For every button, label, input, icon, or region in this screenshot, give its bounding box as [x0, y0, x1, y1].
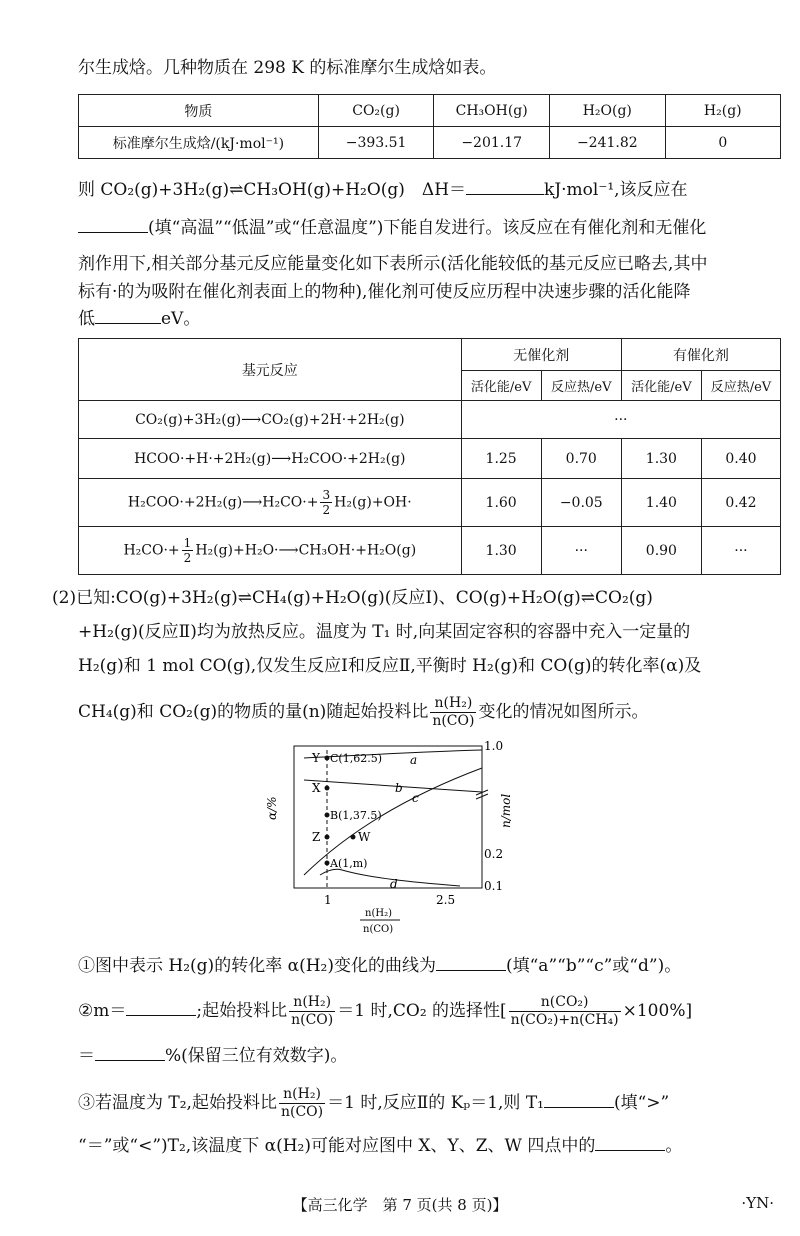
sub3-line1	[78, 1080, 669, 1126]
table1-header-cell: CH₃OH(g)	[434, 95, 550, 127]
footer-code: ·YN·	[741, 1194, 774, 1212]
table2-reaction-cell	[79, 479, 462, 527]
table1-cell: −201.17	[434, 127, 550, 159]
fraction-numerator: n(CO₂)	[509, 994, 621, 1012]
fraction-numerator: n(H₂)	[430, 695, 476, 713]
y-right-label: n/mol	[499, 793, 513, 828]
answer-blank-point[interactable]	[595, 1132, 665, 1151]
point-c	[325, 756, 330, 761]
answer-blank-selectivity[interactable]	[95, 1042, 165, 1061]
para1-line1	[78, 176, 688, 202]
enthalpy-table	[78, 94, 781, 159]
footer-page-info: 【高三化学 第 7 页(共 8 页)】	[292, 1196, 508, 1214]
sub3-text: 。	[665, 1136, 683, 1156]
fraction-numerator: 3	[322, 488, 331, 502]
table2-cell: 1.30	[621, 439, 701, 479]
fraction-denominator: n(CO)	[432, 713, 475, 729]
table2-cell: 0.90	[621, 527, 701, 575]
sub3-text: ③若温度为 T₂,起始投料比	[78, 1093, 277, 1113]
para1-line2	[78, 214, 706, 240]
right-tick: 1.0	[484, 740, 504, 753]
fraction	[182, 536, 194, 565]
label-c: C(1,62.5)	[330, 752, 382, 765]
x-label-num: n(H₂)	[365, 908, 392, 919]
answer-blank-m[interactable]	[126, 997, 196, 1016]
table2-cell: 0.40	[701, 439, 780, 479]
sub3-text: “＝”或“<”)T₂,该温度下 α(H₂)可能对应图中 X、Y、Z、W 四点中的	[78, 1136, 596, 1156]
fraction-denominator: n(CO)	[280, 1104, 324, 1120]
table1-header-cell: 物质	[79, 95, 319, 127]
elementary-reaction-table	[78, 338, 781, 575]
conversion-chart	[260, 740, 540, 945]
table2-subheader: 活化能/eV	[461, 371, 541, 401]
table2-cell: 0.70	[541, 439, 621, 479]
answer-blank-t[interactable]	[544, 1089, 614, 1108]
table1-header-cell: CO₂(g)	[318, 95, 434, 127]
table1-cell: −241.82	[550, 127, 666, 159]
answer-blank-dh[interactable]	[466, 176, 544, 195]
answer-blank-temp[interactable]	[78, 214, 148, 233]
table1-cell: −393.51	[318, 127, 434, 159]
sub2-text: ＝	[78, 1046, 95, 1066]
sub3-line2	[78, 1132, 682, 1158]
q2-line1: (2)已知:CO(g)+3H₂(g)⇌CH₄(g)+H₂O(g)(反应Ⅰ)、CO(g)+H₂O(g)⇌CO₂(g)	[52, 588, 653, 608]
q2-line4	[78, 690, 648, 734]
table2-cell: 1.25	[461, 439, 541, 479]
table1-cell: 标准摩尔生成焓/(kJ·mol⁻¹)	[79, 127, 319, 159]
sub2-text: %(保留三位有效数字)。	[165, 1046, 348, 1066]
para1-text: 低	[78, 309, 95, 329]
table2-cell: −0.05	[541, 479, 621, 527]
table2-subheader: 活化能/eV	[621, 371, 701, 401]
sub1-text: ①图中表示 H₂(g)的转化率 α(H₂)变化的曲线为	[78, 956, 436, 976]
table1-cell: 0	[665, 127, 780, 159]
fraction-numerator: n(H₂)	[279, 1086, 325, 1104]
page-footer	[0, 1194, 800, 1215]
sub2-text: ×100%]	[622, 1001, 693, 1021]
y-left-label: α/%	[265, 796, 279, 820]
point-z	[325, 835, 330, 840]
sub2-text: ;起始投料比	[196, 1001, 288, 1021]
table2-cell: ···	[701, 527, 780, 575]
ratio-fraction	[279, 1086, 325, 1121]
point-b	[325, 813, 330, 818]
table2-header-reaction: 基元反应	[79, 339, 462, 401]
table2-header-no-catalyst: 无催化剂	[461, 339, 621, 371]
sub3-text: (填“>”	[613, 1093, 670, 1113]
curve-b	[304, 780, 482, 792]
fraction-denominator: 2	[322, 503, 331, 517]
table2-cell: 1.60	[461, 479, 541, 527]
fraction-denominator: 2	[183, 551, 192, 565]
para1-line4: 标有·的为吸附在催化剂表面上的物种),催化剂可使反应历程中决速步骤的活化能降	[78, 282, 691, 302]
point-w	[351, 835, 356, 840]
table2-cell: 1.30	[461, 527, 541, 575]
table2-cell: 1.40	[621, 479, 701, 527]
sub1-text: (填“a”“b”“c”或“d”)。	[505, 956, 682, 976]
right-tick: 0.2	[484, 847, 504, 861]
x-label-den: n(CO)	[363, 924, 394, 935]
sub2-text: ②m＝	[78, 1001, 127, 1021]
fraction-denominator: n(CO)	[291, 1012, 334, 1028]
sub2-text: ＝1 时,CO₂ 的选择性[	[337, 1001, 507, 1021]
sub3-text: ＝1 时,反应Ⅱ的 Kₚ＝1,则 T₁	[327, 1093, 544, 1113]
x-tick: 2.5	[436, 893, 456, 907]
plot-frame	[294, 746, 482, 888]
q2-text: 变化的情况如图所示。	[478, 702, 649, 722]
para1-text: kJ·mol⁻¹,该反应在	[544, 180, 688, 200]
ratio-fraction	[289, 994, 335, 1029]
table2-reaction-cell	[79, 527, 462, 575]
curve-label-b: b	[395, 781, 403, 795]
para1-text: (填“高温”“低温”或“任意温度”)下能自发进行。该反应在有催化剂和无催化	[148, 218, 707, 238]
table2-subheader: 反应热/eV	[701, 371, 780, 401]
ratio-fraction	[430, 695, 476, 730]
label-w: W	[358, 830, 371, 844]
label-x: X	[312, 781, 321, 795]
curve-label-c: c	[412, 791, 419, 805]
reaction-text: H₂(g)+H₂O·⟶CH₃OH·+H₂O(g)	[195, 542, 417, 559]
answer-blank-curve[interactable]	[436, 952, 506, 971]
table2-header-catalyst: 有催化剂	[621, 339, 780, 371]
sub2-line2	[78, 1042, 347, 1068]
reaction-text: H₂CO·+	[123, 542, 180, 559]
point-a	[325, 861, 330, 866]
reaction-text: H₂(g)+OH·	[334, 494, 412, 511]
table1-header-cell: H₂(g)	[665, 95, 780, 127]
table2-reaction-cell: HCOO·+H·+2H₂(g)⟶H₂COO·+2H₂(g)	[79, 439, 462, 479]
para1-text: 则 CO₂(g)+3H₂(g)⇌CH₃OH(g)+H₂O(g) ΔH＝	[78, 180, 467, 200]
point-x	[325, 786, 330, 791]
table2-cell: ···	[541, 527, 621, 575]
label-z: Z	[312, 830, 321, 844]
answer-blank-ev[interactable]	[95, 305, 161, 324]
label-y: Y	[312, 751, 320, 765]
para1-line5	[78, 305, 200, 331]
fraction-numerator: 1	[183, 536, 192, 550]
table2-subheader: 反应热/eV	[541, 371, 621, 401]
q2-line2: +H₂(g)(反应Ⅱ)均为放热反应。温度为 T₁ 时,向某固定容积的容器中充入一定量的	[78, 622, 691, 642]
curve-label-d: d	[390, 877, 398, 891]
table2-cell: 0.42	[701, 479, 780, 527]
x-tick: 1	[324, 893, 332, 907]
reaction-text: H₂COO·+2H₂(g)⟶H₂CO·+	[127, 494, 319, 511]
q2-text: CH₄(g)和 CO₂(g)的物质的量(n)随起始投料比	[78, 702, 429, 722]
q2-line3: H₂(g)和 1 mol CO(g),仅发生反应Ⅰ和反应Ⅱ,平衡时 H₂(g)和 CO(g)的转化率(α)及	[78, 656, 702, 676]
selectivity-fraction	[509, 994, 621, 1029]
fraction-denominator: n(CO₂)+n(CH₄)	[510, 1012, 619, 1028]
table1-header-cell: H₂O(g)	[550, 95, 666, 127]
sub2-line1	[78, 988, 692, 1034]
table2-reaction-cell: CO₂(g)+3H₂(g)⟶CO₂(g)+2H·+2H₂(g)	[79, 401, 462, 439]
para1-line3: 剂作用下,相关部分基元反应能量变化如下表所示(活化能较低的基元反应已略去,其中	[78, 254, 708, 274]
label-a: A(1,m)	[330, 857, 368, 870]
table2-cell: ···	[461, 401, 780, 439]
fraction-numerator: n(H₂)	[289, 994, 335, 1012]
para1-text: eV。	[161, 309, 201, 329]
label-b: B(1,37.5)	[330, 809, 382, 822]
fraction	[320, 488, 332, 517]
right-tick: 0.1	[484, 879, 504, 893]
intro-line: 尔生成焓。几种物质在 298 K 的标准摩尔生成焓如表。	[78, 58, 497, 78]
sub1-line	[78, 952, 681, 978]
curve-label-a: a	[410, 753, 418, 767]
